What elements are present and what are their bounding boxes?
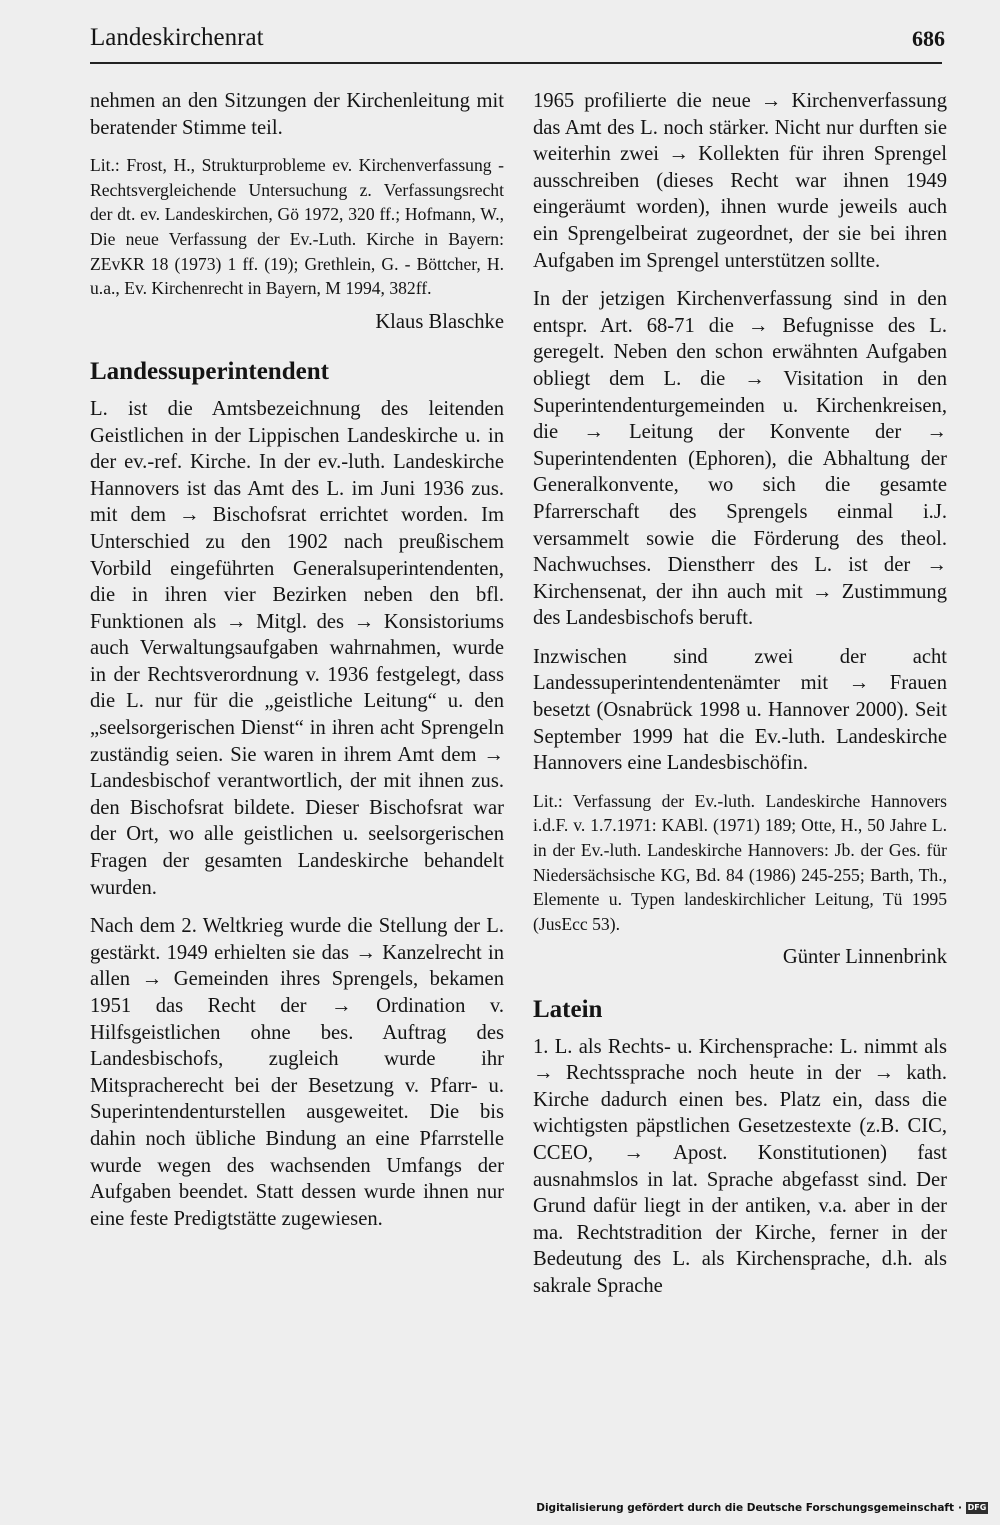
author-signature: Klaus Blaschke <box>375 310 504 333</box>
paragraph: 1. L. als Rechts- u. Kirchensprache: L. nimmt als → Rechtssprache noch heute in der → kath. Kirche dadurch einen bes. Platz ein, dass die wichtigsten päpstlichen Gesetzestexte (z.B. CIC, CCEO, → Apost. Konstitutionen) fast ausnahmslos in lat. Sprache abgefasst sind. Der Grund dafür liegt in der antiken, v.a. aber in der ma. Rechtstradition der Kirche, ferner in der Bedeutung des L. als Kirchensprache, d.h. als sakrale Sprache <box>533 1035 947 1297</box>
paragraph: Inzwischen sind zwei der acht Landessuperintendentenämter mit → Frauen besetzt (Osnabrück 1998 u. Hannover 2000). Seit September 1999 hat die Ev.-luth. Landeskirche Hannovers eine Landesbischöfin. <box>533 645 947 775</box>
paragraph: L. ist die Amtsbezeichnung des leitenden Geistlichen in der Lippischen Landeskirche u. in der ev.-ref. Kirche. In der ev.-luth. Landeskirche Hannovers ist das Amt des L. im Juni 1936 zus. mit dem → Bischofsrat errichtet worden. Im Unterschied zu den 1902 nach preußischem Vorbild eingeführten Generalsuperintendenten, die in ihren vier Bezirken neben den bfl. Funktionen als → Mitgl. des → Konsistoriums auch Verwaltungsaufgaben wahrnahmen, wurde in der Rechtsverordnung v. 1936 festgelegt, dass die L. nur für die „geistliche Leitung“ u. den „seelsorgerischen Dienst“ in ihren acht Sprengeln zuständig seien. Sie waren in ihrem Amt dem → Landesbischof verantwortlich, der mit ihnen zus. den Bischofsrat bildete. Dieser Bischofsrat war der Ort, wo alle geistlichen u. seelsorgerischen Fragen der gesamten Landeskirche behandelt wurden. <box>90 397 504 899</box>
left-column <box>90 88 504 1244</box>
literature-note: Lit.: Verfassung der Ev.-luth. Landeskirche Hannovers i.d.F. v. 1.7.1971: KABl. (1971) 189; Otte, H., 50 Jahre L. in der Ev.-luth. Landeskirche Hannovers: Jb. der Ges. für Niedersächsische KG, Bd. 84 (1986) 245-255; Barth, Th., Elemente u. Typen landeskirchlicher Leitung, Tü 1995 (JusEcc 53). <box>533 790 947 934</box>
entry-heading: Latein <box>533 996 603 1023</box>
paragraph: Nach dem 2. Weltkrieg wurde die Stellung der L. gestärkt. 1949 erhielten sie das → Kanzelrecht in allen → Gemeinden ihres Sprengels, bekamen 1951 das Recht der → Ordination v. Hilfsgeistlichen ohne bes. Auftrag des Landesbischofs, zugleich wurde ihr Mitspracherecht bei der Besetzung v. Pfarr- u. Superintendenturstellen ausgeweitet. Die bis dahin noch übliche Bindung an eine Pfarrstelle wurde wegen des wachsenden Umfangs der Aufgaben beendet. Statt dessen wurde ihnen nur eine feste Predigtstätte zugewiesen. <box>90 915 504 1230</box>
right-column <box>533 88 947 1312</box>
paragraph: In der jetzigen Kirchenverfassung sind in den entspr. Art. 68-71 die → Befugnisse des L. geregelt. Neben den schon erwähnten Aufgaben obliegt dem L. die → Visitation in den Superintendenturgemeinden u. Kirchenkreisen, die → Leitung der Konvente der → Superintendenten (Ephoren), die Abhaltung der Generalkonvente, wo sich die gesamte Pfarrerschaft des Sprengels einmal i.J. versammelt sowie die Förderung des theol. Nachwuchses. Dienstherr des L. ist der → Kirchensenat, der ihn auch mit → Zustimmung des Landesbischofs beruft. <box>533 288 947 630</box>
running-header <box>90 24 945 64</box>
page-number: 686 <box>912 26 945 51</box>
author-signature: Günter Linnenbrink <box>782 946 947 969</box>
entry-heading: Landessuperintendent <box>90 358 329 386</box>
paragraph: nehmen an den Sitzungen der Kirchenleitung mit beratender Stimme teil. <box>90 90 504 139</box>
digitization-footer <box>536 1502 988 1514</box>
header-rule <box>90 62 942 64</box>
footer-separator: · <box>958 1502 962 1514</box>
literature-note: Lit.: Frost, H., Strukturprobleme ev. Kirchenverfassung - Rechtsvergleichende Untersuchung z. Verfassungsrecht der dt. ev. Landeskirchen, Gö 1972, 320 ff.; Hofmann, W., Die neue Verfassung der Ev.-Luth. Kirche in Bayern: ZEvKR 18 (1973) 1 ff. (19); Grethlein, G. - Böttcher, H. u.a., Ev. Kirchenrecht in Bayern, M 1994, 382ff. <box>90 155 504 299</box>
running-title: Landeskirchenrat <box>90 24 264 51</box>
paragraph: 1965 profilierte die neue → Kirchenverfassung das Amt des L. noch stärker. Nicht nur durften sie weiterhin zwei → Kollekten für ihren Sprengel ausschreiben (dieses Recht war ihnen 1949 eingeräumt worden), ihnen wurde jeweils auch ein Sprengelbeirat zugeordnet, der sie bei ihren Aufgaben im Sprengel unterstützen sollte. <box>533 90 947 272</box>
footer-text: Digitalisierung gefördert durch die Deutsche Forschungsgemeinschaft <box>536 1502 954 1514</box>
dfg-logo-icon: DFG <box>967 1503 987 1512</box>
